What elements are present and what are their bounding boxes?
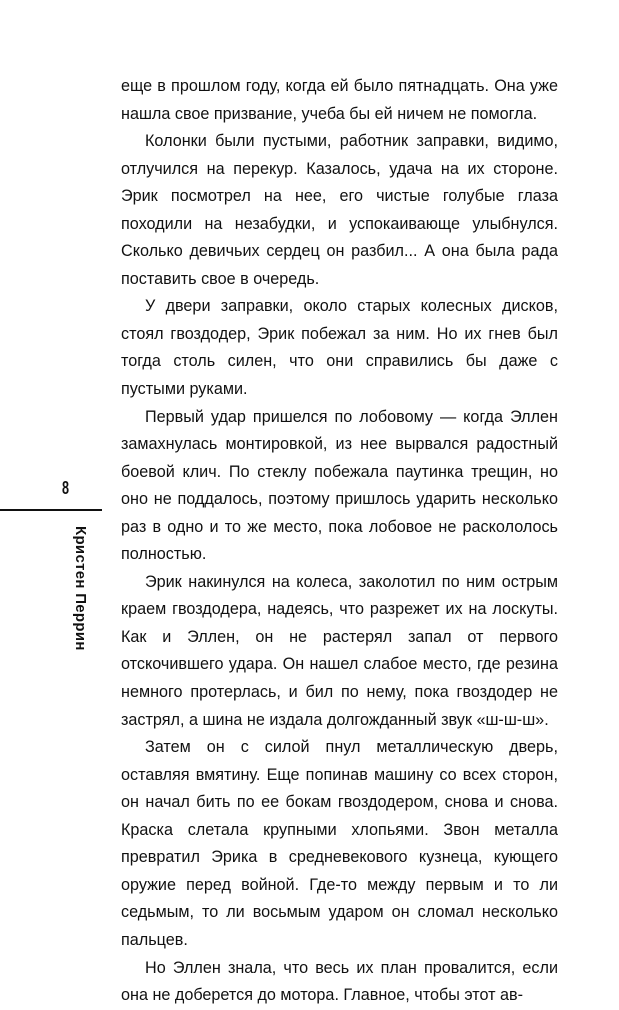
body-text [121,73,558,1010]
page-number: 8 [62,478,70,498]
paragraph-5: Эрик накинулся на колеса, заколотил по ним острым краем гвоздодера, надеясь, что разрежет их на лоскуты. Как и Эллен, он не растерял запал от первого отскочившего удара. Он нашел слабое место, где резина немного протерлась, и бил по нему, пока гвоздодер не застрял, а шина не издала долгожданный звук «ш-ш-ш». [121,572,558,729]
side-rule [0,509,102,511]
running-head-author: Кристен Перрин [72,526,89,651]
paragraph-7: Но Эллен знала, что весь их план провалится, если она не доберется до мотора. Главное, чтобы этот ав- [121,958,558,1005]
paragraph-6: Затем он с силой пнул металлическую дверь, оставляя вмятину. Еще попинав машину со всех сторон, он начал бить по ее бокам гвоздодером, снова и снова. Краска слетала крупными хлопьями. Звон металла превратил Эрика в средневекового кузнеца, кующего оружие перед войной. Где-то между первым и то ли седьмым, то ли восьмым ударом он сломал несколько пальцев. [121,738,558,949]
paragraph-1: еще в прошлом году, когда ей было пятнадцать. Она уже нашла свое призвание, учеба бы ей ничем не помогла. [121,77,558,123]
paragraph-3: У двери заправки, около старых колесных дисков, стоял гвоздодер, Эрик побежал за ним. Но их гнев был тогда столь силен, что они справились бы даже с пустыми руками. [121,297,558,399]
paragraph-4: Первый удар пришелся по лобовому — когда Эллен замахнулась монтировкой, из нее вырвался радостный боевой клич. По стеклу побежала паутинка трещин, но оно не поддалось, поэтому пришлось ударить несколько раз в одно и то же место, пока лобовое не раскололось полностью. [121,407,558,564]
paragraph-2: Колонки были пустыми, работник заправки, видимо, отлучился на перекур. Казалось, удача на их стороне. Эрик посмотрел на нее, его чистые голубые глаза походили на незабудки, и успокаивающе улыбнулся. Сколько девичьих сердец он разбил... А она была рада поставить свое в очередь. [121,132,558,288]
